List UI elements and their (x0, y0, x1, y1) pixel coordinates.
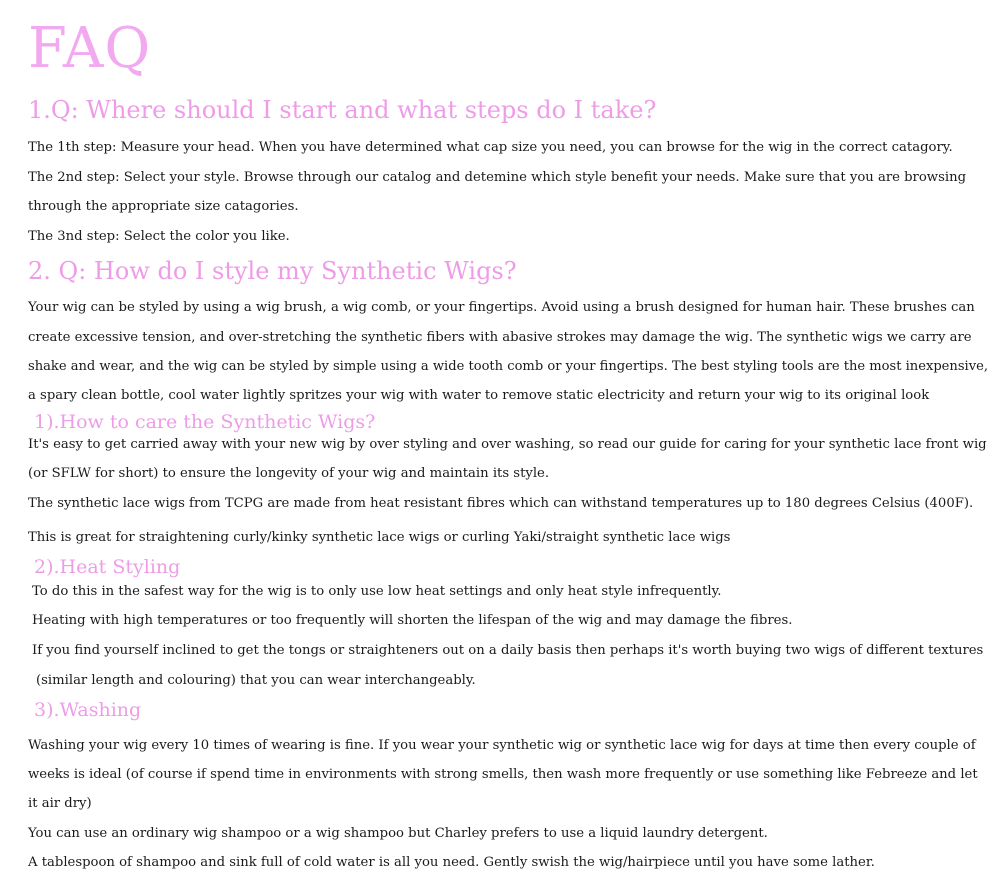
care-line: (or SFLW for short) to ensure the longevity of your wig and maintain its style. (28, 466, 550, 481)
q2-heading: 2. Q: How do I style my Synthetic Wigs? (28, 257, 517, 285)
q1-line: The 2nd step: Select your style. Browse through our catalog and detemine which style benefit your needs. Make sure that you are browsing (28, 170, 967, 185)
care-line: This is great for straightening curly/kinky synthetic lace wigs or curling Yaki/straight synthetic lace wigs (28, 530, 731, 545)
care-line: The synthetic lace wigs from TCPG are made from heat resistant fibres which can withstand temperatures up to 180 degrees Celsius (400F). (28, 496, 974, 511)
washing-line: it air dry) (28, 796, 92, 811)
q2-line: a spary clean bottle, cool water lightly spritzes your wig with water to remove static electricity and return your wig to its original look (28, 388, 930, 403)
washing-line: weeks is ideal (of course if spend time in environments with strong smells, then wash more frequently or use something like Febreeze and let (28, 767, 978, 782)
care-heading: 1).How to care the Synthetic Wigs? (34, 411, 376, 433)
heat-line: (similar length and colouring) that you can wear interchangeably. (36, 673, 476, 688)
q1-line: through the appropriate size catagories. (28, 199, 299, 214)
washing-heading: 3).Washing (34, 699, 142, 721)
q1-line: The 3nd step: Select the color you like. (28, 229, 290, 244)
heat-line: If you find yourself inclined to get the tongs or straighteners out on a daily basis then perhaps it's worth buying two wigs of different textures (32, 643, 984, 658)
care-line: It's easy to get carried away with your new wig by over styling and over washing, so read our guide for caring for your synthetic lace front wig (28, 437, 987, 452)
washing-line: A tablespoon of shampoo and sink full of cold water is all you need. Gently swish the wig/hairpiece until you have some lather. (28, 855, 875, 870)
q1-line: The 1th step: Measure your head. When you have determined what cap size you need, you can browse for the wig in the correct catagory. (28, 140, 953, 155)
q1-heading: 1.Q: Where should I start and what steps do I take? (28, 96, 657, 124)
washing-line: Washing your wig every 10 times of wearing is fine. If you wear your synthetic wig or synthetic lace wig for days at time then every couple of (28, 738, 976, 753)
washing-line: You can use an ordinary wig shampoo or a wig shampoo but Charley prefers to use a liquid laundry detergent. (28, 826, 768, 841)
page-title: FAQ (28, 16, 152, 81)
q2-line: Your wig can be styled by using a wig brush, a wig comb, or your fingertips. Avoid using a brush designed for human hair. These brushes can (28, 300, 975, 315)
heat-line: Heating with high temperatures or too frequently will shorten the lifespan of the wig and may damage the fibres. (32, 613, 793, 628)
heat-line: To do this in the safest way for the wig is to only use low heat settings and only heat style infrequently. (32, 584, 722, 599)
heat-heading: 2).Heat Styling (34, 556, 181, 578)
q2-line: shake and wear, and the wig can be styled by simple using a wide tooth comb or your fingertips. The best styling tools are the most inexpensive, (28, 359, 988, 374)
q2-line: create excessive tension, and over-stretching the synthetic fibers with abasive strokes may damage the wig. The synthetic wigs we carry are (28, 330, 972, 345)
